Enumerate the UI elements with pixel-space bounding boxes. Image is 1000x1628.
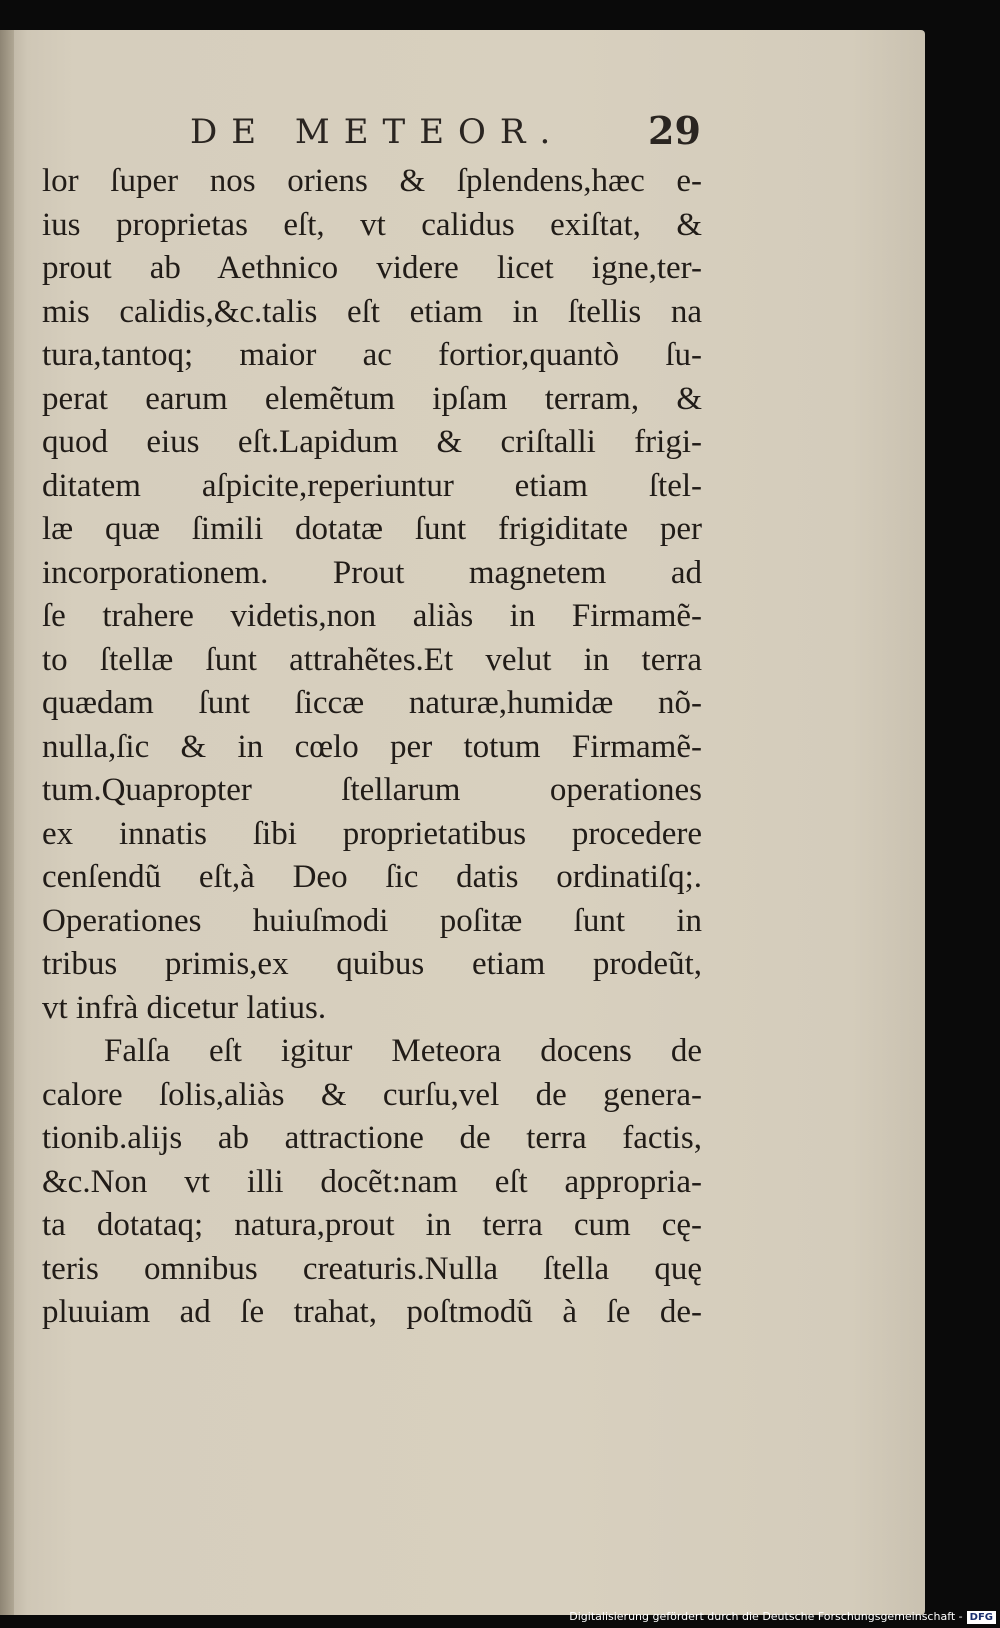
text-line: ditatem aſpicite,reperiuntur etiam ſtel- <box>42 467 702 504</box>
dfg-logo: DFG <box>967 1611 996 1624</box>
text-line: perat earum elemẽtum ipſam terram, & <box>42 380 702 417</box>
body-text <box>42 160 722 1335</box>
page-gutter-edge <box>0 30 14 1615</box>
text-line: læ quæ ſimili dotatæ ſunt frigiditate per <box>42 511 702 547</box>
text-line: quod eius eſt.Lapidum & criſtalli frigi- <box>42 424 702 460</box>
text-line: quædam ſunt ſiccæ naturæ,humidæ nõ- <box>42 685 702 721</box>
text-line: calore ſolis,aliàs & curſu,vel de genera- <box>42 1076 702 1113</box>
page-number: 29 <box>648 108 701 153</box>
text-line: pluuiam ad ſe trahat, poſtmodũ à ſe de- <box>42 1294 702 1330</box>
digitization-credit <box>569 1609 996 1625</box>
running-title: DE METEOR. <box>190 112 565 152</box>
text-line: to ſtellæ ſunt attrahẽtes.Et velut in terra <box>42 641 702 678</box>
credit-text: Digitalisierung gefördert durch die Deutsche Forschungsgemeinschaft - <box>569 1610 963 1623</box>
text-line: tum.Quapropter ſtellarum operationes <box>42 772 702 808</box>
text-line: lor ſuper nos oriens & ſplendens,hæc e- <box>42 163 702 199</box>
text-line: ex innatis ſibi proprietatibus procedere <box>42 815 702 852</box>
text-line: Falſa eſt igitur Meteora docens de <box>104 1033 702 1069</box>
text-line: vt infrà dicetur latius. <box>42 989 327 1026</box>
text-line: teris omnibus creaturis.Nulla ſtella quę <box>42 1250 702 1287</box>
text-line: ſe trahere videtis,non aliàs in Firmamẽ- <box>42 598 702 634</box>
text-line: tribus primis,ex quibus etiam prodeũt, <box>42 946 702 982</box>
text-line: nulla,ſic & in cœlo per totum Firmamẽ- <box>42 728 702 765</box>
text-line: Operationes huiuſmodi poſitæ ſunt in <box>42 902 702 939</box>
text-line: mis calidis,&c.talis eſt etiam in ſtellis na <box>42 293 702 330</box>
text-line: tura,tantoq; maior ac fortior,quantò ſu- <box>42 337 702 373</box>
text-line: cenſendũ eſt,à Deo ſic datis ordinatiſq;. <box>42 859 702 895</box>
text-line: ius proprietas eſt, vt calidus exiſtat, & <box>42 206 702 243</box>
text-line: prout ab Aethnico videre licet igne,ter- <box>42 250 702 286</box>
text-line: incorporationem. Prout magnetem ad <box>42 554 702 591</box>
text-line: tionib.alijs ab attractione de terra factis, <box>42 1120 702 1156</box>
text-line: &c.Non vt illi docẽt:nam eſt appropria- <box>42 1163 702 1200</box>
text-line: ta dotataq; natura,prout in terra cum cę- <box>42 1207 702 1243</box>
